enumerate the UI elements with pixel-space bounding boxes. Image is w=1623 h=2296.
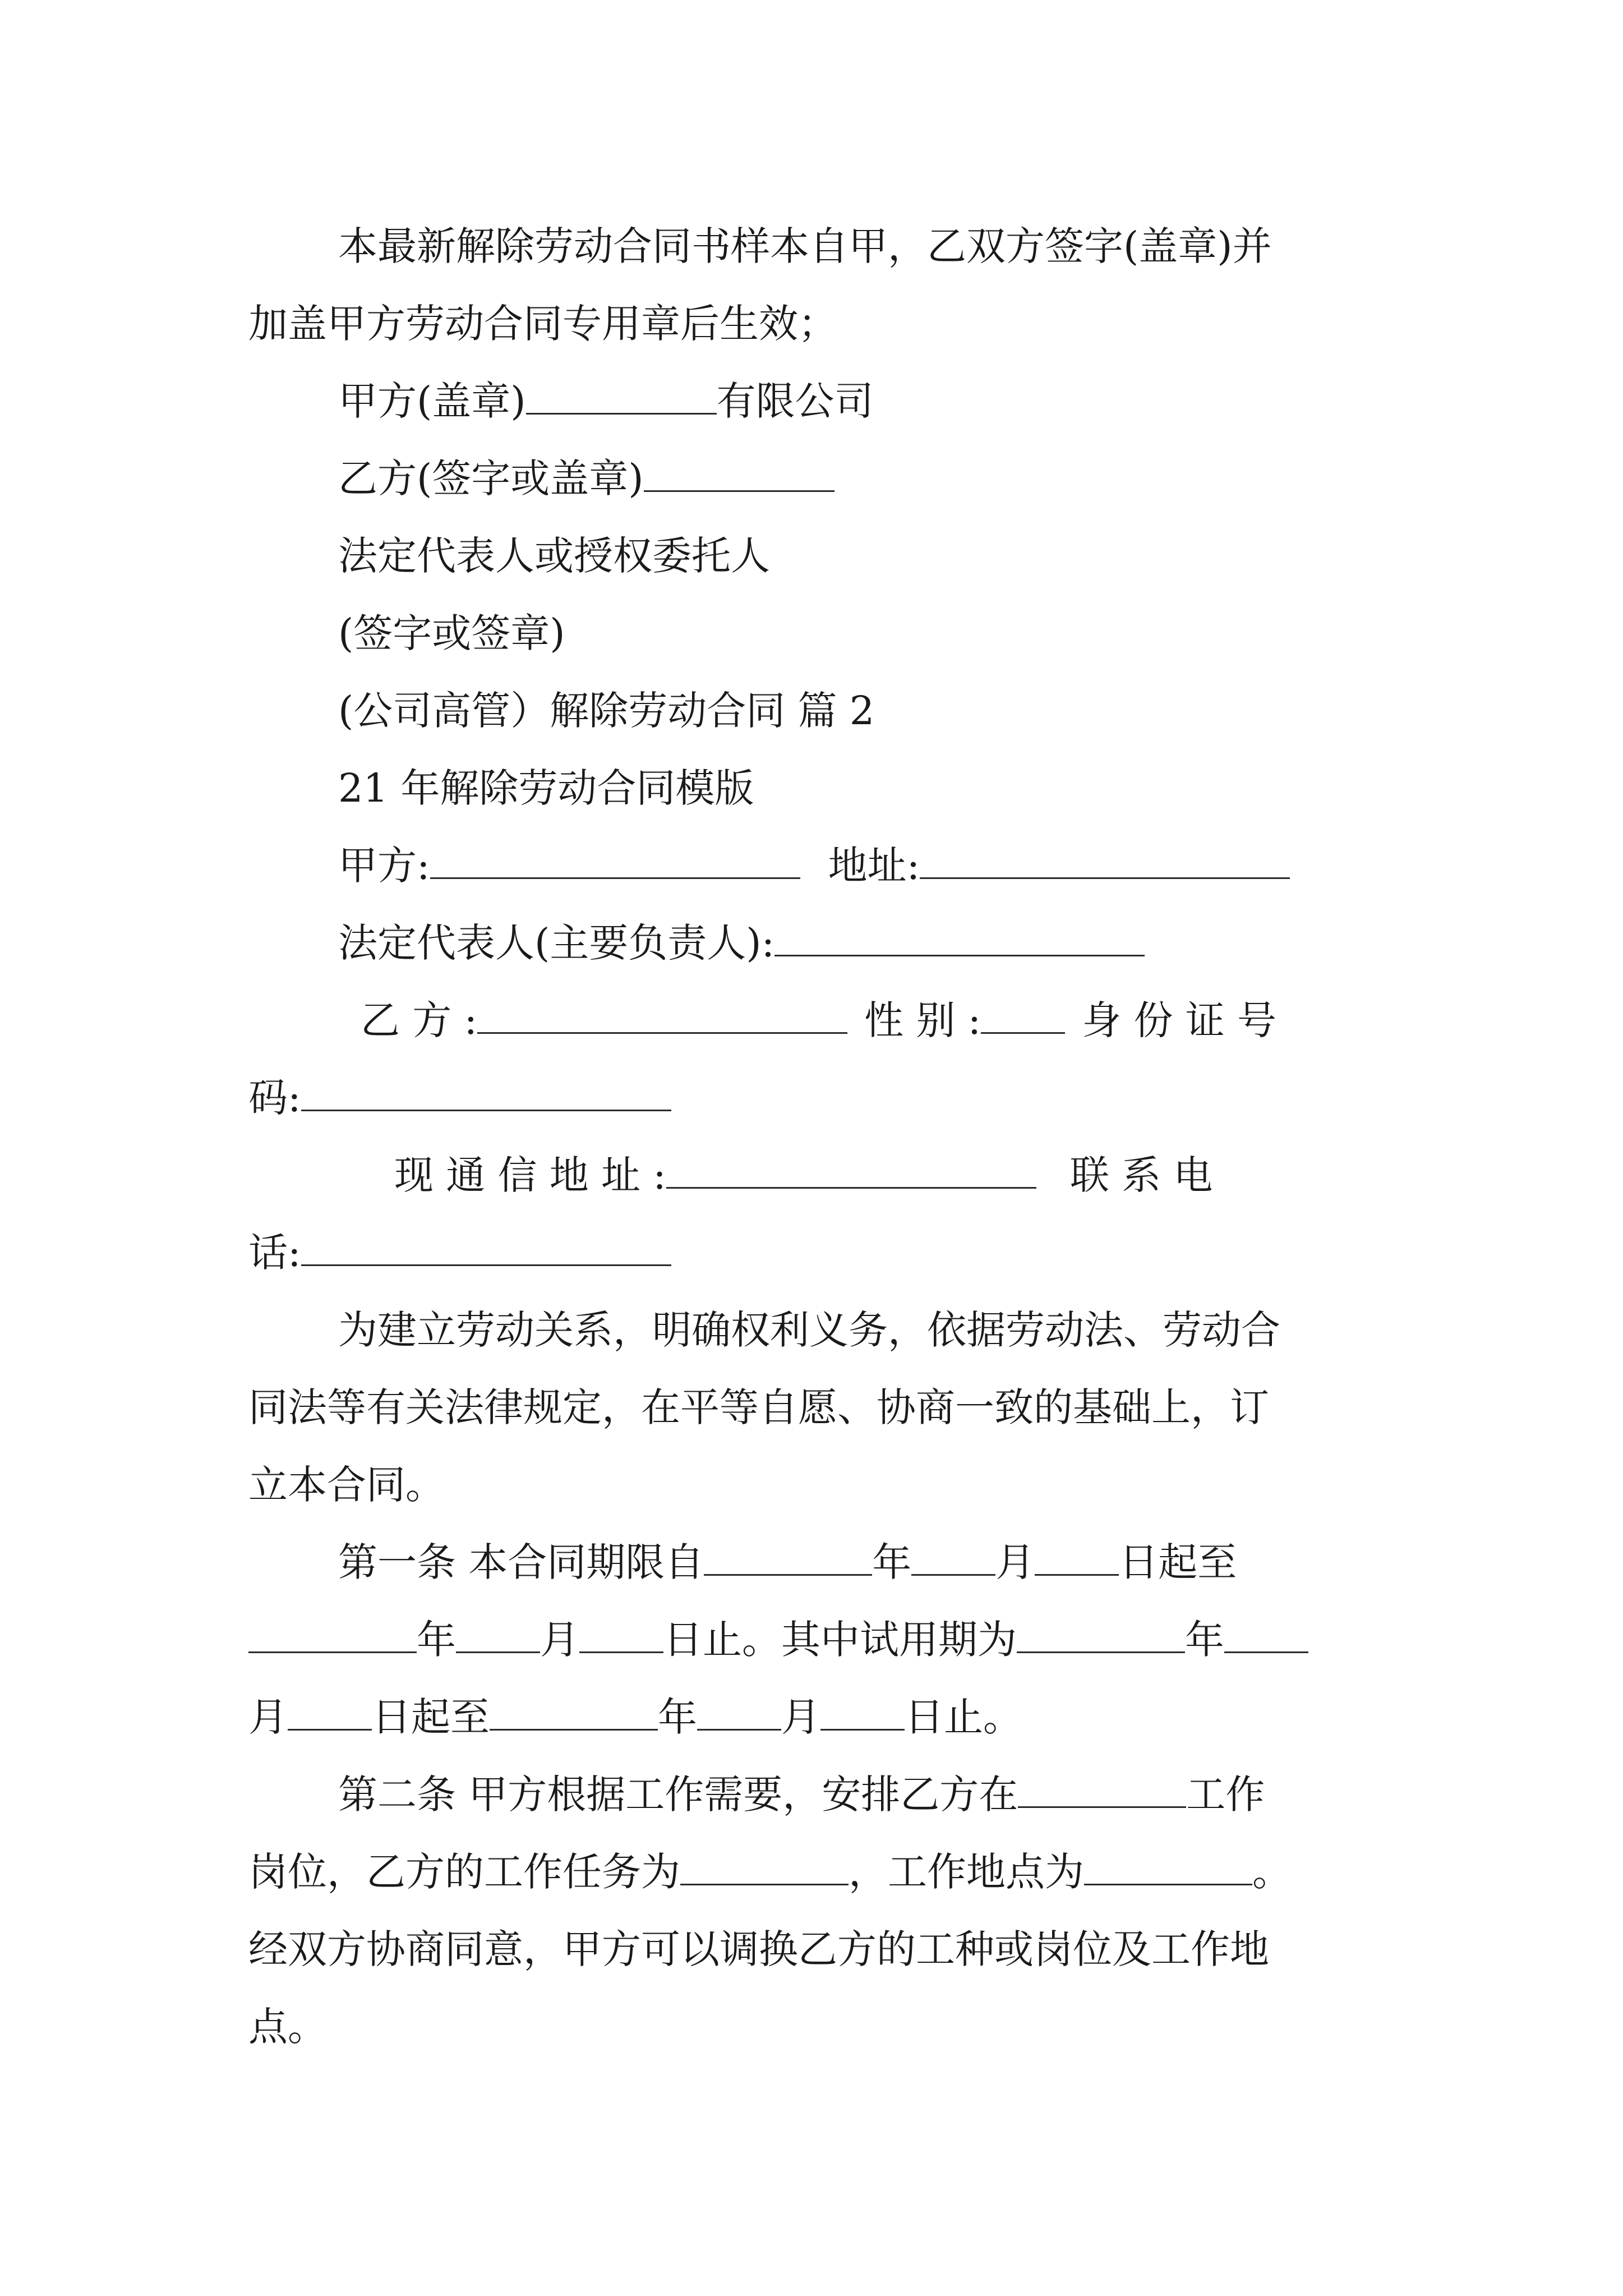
- form-address-blank[interactable]: [920, 843, 1290, 879]
- article-1-line2: [248, 1601, 1376, 1678]
- party-a-company-suffix: 有限公司: [716, 378, 874, 424]
- form-id-blank[interactable]: [301, 1075, 671, 1111]
- day-end-probation-label: 日止。其中试用期为: [663, 1617, 1017, 1663]
- section-title: (公司高管）解除劳动合同 篇 2: [338, 688, 875, 734]
- position-blank[interactable]: [1018, 1772, 1186, 1808]
- article-2-location-label: ，工作地点为: [849, 1849, 1084, 1895]
- paragraph-purpose-line1: 为建立劳动关系，明确权利义务，依据劳动法、劳动合: [338, 1307, 1280, 1353]
- article-2-task-label: 岗位，乙方的工作任务为: [248, 1849, 680, 1895]
- form-gender-label: 性 别 :: [864, 997, 981, 1043]
- year-label: 年: [417, 1617, 456, 1663]
- month-label: 月: [781, 1694, 820, 1740]
- article-2-line3: 经双方协商同意，甲方可以调换乙方的工种或岗位及工作地: [248, 1926, 1269, 1972]
- article-1-prefix: 第一条 本合同期限自: [338, 1539, 704, 1585]
- article-2-line2: [248, 1833, 1376, 1911]
- form-id-line: [248, 1059, 1376, 1137]
- year-label: 年: [872, 1539, 912, 1585]
- signature-label: (签字或签章): [338, 610, 565, 656]
- article-2-prefix: 第二条 甲方根据工作需要，安排乙方在: [338, 1772, 1018, 1818]
- probation-end-year-blank[interactable]: [490, 1694, 658, 1731]
- term-start-month-blank[interactable]: [911, 1539, 995, 1576]
- form-party-a-blank[interactable]: [430, 843, 800, 879]
- year-label: 年: [658, 1694, 697, 1740]
- form-current-address-blank[interactable]: [666, 1152, 1036, 1189]
- form-party-a-line: [248, 827, 1376, 904]
- party-a-seal-line: [248, 362, 1376, 440]
- term-start-year-blank[interactable]: [704, 1539, 872, 1576]
- form-address-label: 地址:: [828, 843, 920, 889]
- probation-start-day-blank[interactable]: [288, 1694, 372, 1731]
- paragraph-purpose-line2: 同法等有关法律规定，在平等自愿、协商一致的基础上，订: [248, 1384, 1269, 1430]
- form-rep-line: [248, 904, 1376, 982]
- document-page: [248, 208, 1376, 2065]
- term-end-year-blank[interactable]: [248, 1617, 417, 1653]
- probation-end-month-blank[interactable]: [697, 1694, 781, 1731]
- form-rep-blank[interactable]: [774, 920, 1145, 956]
- form-party-b-line: [248, 982, 1376, 1059]
- article-2-period: 。: [1252, 1849, 1292, 1895]
- article-1-line1: [248, 1524, 1376, 1601]
- year-label: 年: [1185, 1617, 1224, 1663]
- month-label: 月: [540, 1617, 579, 1663]
- month-label: 月: [248, 1694, 288, 1740]
- article-2-line4: 点。: [248, 2004, 327, 2050]
- form-rep-label: 法定代表人(主要负责人):: [338, 920, 775, 966]
- probation-start-month-blank[interactable]: [1224, 1617, 1308, 1653]
- form-phone-label-head: 联 系 电: [1069, 1152, 1213, 1198]
- party-b-sign-blank[interactable]: [644, 455, 834, 492]
- paragraph-effective-line2: 加盖甲方劳动合同专用章后生效；: [248, 301, 837, 347]
- representative-label: 法定代表人或授权委托人: [338, 533, 770, 579]
- form-current-address-label: 现 通 信 地 址 :: [394, 1152, 666, 1198]
- form-phone-label-tail: 话:: [248, 1230, 301, 1276]
- day-end-label: 日止。: [905, 1694, 1022, 1740]
- paragraph-purpose-line3: 立本合同。: [248, 1462, 445, 1508]
- location-blank[interactable]: [1084, 1849, 1252, 1885]
- day-start-label: 日起至: [1119, 1539, 1237, 1585]
- probation-end-day-blank[interactable]: [820, 1694, 905, 1731]
- form-party-b-label: 乙 方 :: [361, 997, 478, 1043]
- form-party-a-label: 甲方:: [338, 843, 430, 889]
- term-start-day-blank[interactable]: [1035, 1539, 1119, 1576]
- article-2-line1: [248, 1756, 1376, 1833]
- form-phone-line: [248, 1214, 1376, 1291]
- party-a-seal-label: 甲方(盖章): [338, 378, 526, 424]
- party-b-sign-label: 乙方(签字或盖章): [338, 455, 644, 501]
- form-address-line: [248, 1137, 1376, 1214]
- form-gender-blank[interactable]: [981, 997, 1065, 1034]
- article-2-work-label: 工作: [1186, 1772, 1265, 1818]
- party-b-sign-line: [248, 440, 1376, 517]
- task-blank[interactable]: [680, 1849, 849, 1885]
- term-end-day-blank[interactable]: [579, 1617, 663, 1653]
- form-party-b-blank[interactable]: [477, 997, 847, 1034]
- month-label: 月: [995, 1539, 1035, 1585]
- probation-start-year-blank[interactable]: [1017, 1617, 1185, 1653]
- party-a-seal-blank[interactable]: [526, 378, 717, 415]
- template-title: 21 年解除劳动合同模版: [338, 765, 754, 811]
- form-id-label-tail: 码:: [248, 1075, 301, 1121]
- day-start-label: 日起至: [372, 1694, 490, 1740]
- form-phone-blank[interactable]: [301, 1230, 671, 1266]
- form-id-label-head: 身 份 证 号: [1082, 997, 1276, 1043]
- paragraph-effective-line1: 本最新解除劳动合同书样本自甲，乙双方签字(盖章)并: [338, 223, 1272, 269]
- term-end-month-blank[interactable]: [456, 1617, 540, 1653]
- article-1-line3: [248, 1678, 1376, 1756]
